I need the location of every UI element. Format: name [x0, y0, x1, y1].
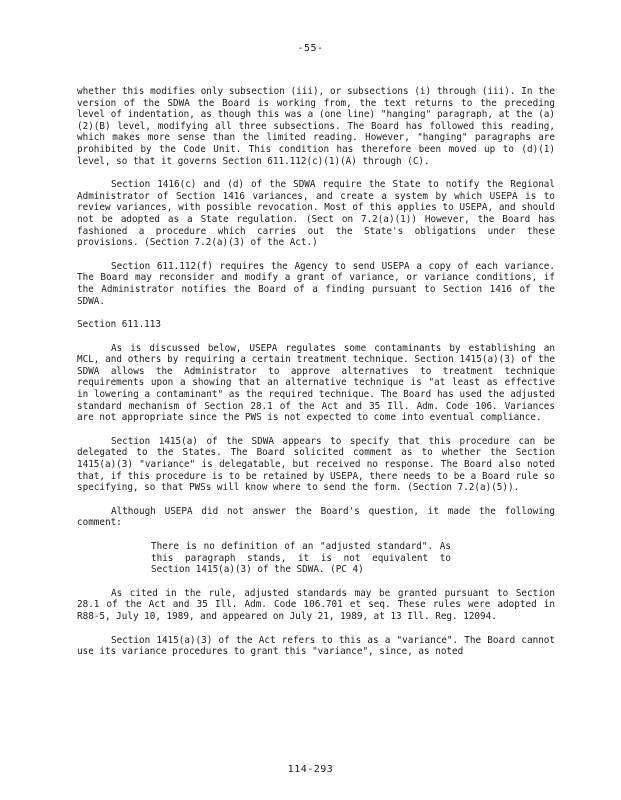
paragraph-section-1416-cd: Section 1416(c) and (d) of the SDWA require the State to notify the Regional Administrator of Section 1416 variances, and create a system by which USEPA is to review variances, with possible revocation. Most of this applies to USEPA, and should not be adopted as a State regulation. (Sect on 7.2(a)(1)) However, the Board has fashioned a procedure which carries out the State's obligations under these provisions. (Section 7.2(a)(3) of the Act.)	[77, 179, 555, 249]
section-heading: Section 611.113	[77, 319, 161, 331]
block-quote: There is no definition of an "adjusted standard". As this paragraph stands, it is not equivalent to Section 1415(a)(3) of the SDWA. (PC 4)	[151, 541, 451, 576]
paragraph-section-1415a3: Section 1415(a)(3) of the Act refers to this as a "variance". The Board cannot use its variance procedures to grant this "variance", since, as noted	[77, 634, 555, 658]
paragraph-usepa-comment-intro: Although USEPA did not answer the Board's question, it made the following comment:	[77, 505, 555, 529]
paragraph-adjusted-standards: As cited in the rule, adjusted standards may be granted pursuant to Section 28.1 of the Act and 35 Ill. Adm. Code 106.701 et seq. These rules were adopted in R88-5, July 10, 1989, and appeared on July 21, 1989, at 13 Ill. Reg. 12094.	[77, 587, 555, 622]
document-body	[77, 86, 555, 670]
paragraph-mcl-discussion: As is discussed below, USEPA regulates some contaminants by establishing an MCL, and others by requiring a certain treatment technique. Section 1415(a)(3) of the SDWA allows the Administrator to approve alternatives to treatment technique requirements upon a showing that an alternative technique is "at least as effective in lowering a contaminant" as the required technique. The Board has used the adjusted standard mechanism of Section 28.1 of the Act and 35 Ill. Adm. Code 106. Variances are not appropriate since the PWS is not expected to come into eventual compliance.	[77, 342, 555, 424]
page-number-top: -55-	[297, 43, 324, 54]
paragraph-section-1415a: Section 1415(a) of the SDWA appears to specify that this procedure can be delegated to the States. The Board solicited comment as to whether the Section 1415(a)(3) "variance" is delegatable, but received no response. The Board also noted that, if this procedure is to be retained by USEPA, there needs to be a Board rule so specifying, so that PWSs will know where to send the form. (Section 7.2(a)(5)).	[77, 435, 555, 494]
paragraph-continuation: whether this modifies only subsection (iii), or subsections (i) through (iii). In the version of the SDWA the Board is working from, the text returns to the preceding level of indentation, as though this was a (one line) "hanging" paragraph, at the (a)(2)(B) level, modifying all three subsections. The Board has followed this reading, which makes more sense than the limited reading. However, "hanging" paragraphs are prohibited by the Code Unit. This condition has therefore been moved up to (d)(1) level, so that it governs Section 611.112(c)(1)(A) through (C).	[77, 86, 555, 167]
paragraph-section-611-112f: Section 611.112(f) requires the Agency to send USEPA a copy of each variance. The Board may reconsider and modify a grant of variance, or variance conditions, if the Administrator notifies the Board of a finding pursuant to Section 1416 of the SDWA.	[77, 260, 555, 307]
page-number-bottom: 114-293	[287, 764, 334, 775]
